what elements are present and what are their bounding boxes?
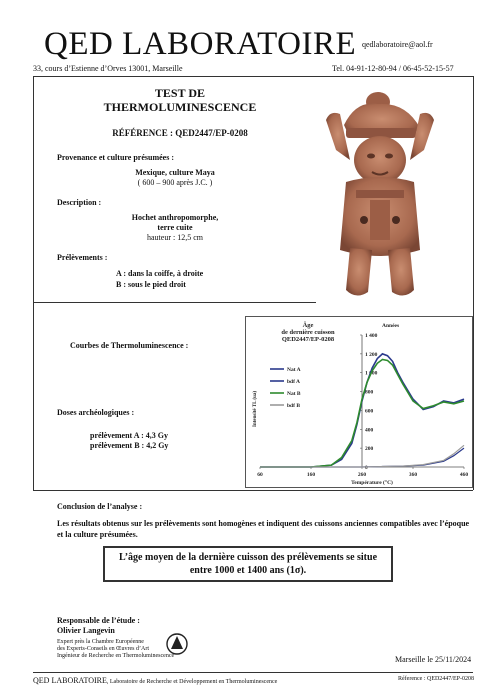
y-tick-label: 400 — [365, 427, 374, 434]
prelevements-label: Prélèvements : — [57, 253, 108, 262]
chart-title: Âge — [302, 322, 314, 329]
description-line2: terre cuite — [157, 223, 193, 232]
credential-2: des Experts-Conseils en Œuvres d’Art — [57, 646, 149, 652]
lab-email: qedlaboratoire@aol.fr — [362, 40, 433, 49]
x-tick-label: 160 — [306, 472, 316, 478]
section-divider-2 — [33, 490, 473, 491]
artifact-photo — [316, 80, 464, 310]
footer-divider — [33, 672, 473, 673]
footer-lab: QED LABORATOIRE, Laboratoire de Recherche et Développement en Thermoluminescence — [33, 676, 278, 685]
y-tick-label: 1 200 — [365, 351, 378, 358]
prelevement-a: A : dans la coiffe, à droite — [116, 269, 204, 278]
left-border — [33, 76, 34, 490]
document-title: TEST DE THERMOLUMINESCENCE — [103, 86, 257, 114]
doses-label: Doses archéologiques : — [57, 408, 135, 417]
right-border — [473, 76, 474, 490]
lab-address: 33, cours d’Estienne d’Orves 13001, Marseille — [33, 64, 183, 73]
legend-label: bdf B — [287, 403, 300, 409]
description-line1: Hochet anthropomorphe, — [131, 213, 219, 222]
lab-phone: Tel. 04-91-12-80-94 / 06-45-52-15-57 — [332, 64, 454, 73]
y-tick-label: 800 — [365, 389, 374, 396]
result-line2: entre 1000 et 1400 ans (1σ). — [189, 565, 307, 576]
x-tick-label: 460 — [459, 472, 469, 478]
tl-chart-frame — [245, 316, 473, 488]
section-divider — [33, 302, 316, 303]
legend-label: bdf A — [287, 379, 300, 385]
chart-title: QED2447/EP-0208 — [281, 336, 335, 343]
result-line1: L’âge moyen de la dernière cuisson des prélèvements se situe — [118, 552, 378, 563]
y-tick-label: 0 — [365, 465, 368, 471]
x-tick-label: 60 — [257, 472, 263, 478]
description-label: Description : — [57, 198, 102, 207]
legend-label: Nat A — [287, 367, 301, 373]
legend-label: Nat B — [287, 391, 301, 397]
document-reference: RÉFÉRENCE : QED2447/EP-0208 — [112, 128, 248, 138]
chart-y2-label: Années — [382, 323, 400, 329]
dose-b: prélèvement B : 4,2 Gy — [90, 441, 169, 450]
credential-3: Ingénieur de Recherche en Thermoluminescence — [57, 653, 175, 659]
document-date: Marseille le 25/11/2024 — [395, 655, 472, 664]
y-tick-label: 600 — [365, 408, 374, 415]
responsible-label: Responsable de l’étude : — [57, 616, 140, 625]
provenance-value: Mexique, culture Maya — [135, 168, 215, 177]
description-height: hauteur : 12,5 cm — [147, 233, 203, 242]
prelevement-b: B : sous le pied droit — [116, 280, 186, 289]
responsible-block — [57, 616, 174, 660]
provenance-date: ( 600 – 900 après J.C. ) — [137, 178, 213, 187]
provenance-label: Provenance et culture présumées : — [57, 153, 175, 162]
chart-y-label: Intensité TL (ua) — [253, 390, 258, 428]
y-tick-label: 1 000 — [365, 370, 378, 377]
conclusion-text: Les résultats obtenus sur les prélèvements sont homogènes et indiquent des cuissons anciennes compatibles avec l’époque et la culture présumées. — [57, 519, 470, 539]
header-divider — [33, 76, 473, 77]
x-tick-label: 260 — [357, 472, 367, 478]
footer-ref: Réference : QED2447/EP-0208 — [398, 676, 474, 682]
chart-x-label: Température (°C) — [351, 480, 393, 486]
credential-1: Expert près la Chambre Européenne — [57, 639, 144, 645]
result-box — [103, 546, 393, 582]
conclusion-label: Conclusion de l’analyse : — [57, 502, 143, 511]
y-tick-label: 200 — [365, 446, 374, 453]
x-tick-label: 360 — [408, 472, 418, 478]
lab-title: QED LABORATOIRE — [44, 26, 357, 62]
expert-logo-icon — [166, 631, 188, 657]
courbes-label: Courbes de Thermoluminescence : — [70, 341, 189, 350]
tl-chart — [246, 317, 472, 487]
responsible-name: Olivier Langevin — [57, 626, 115, 635]
y-tick-label: 1 400 — [365, 333, 378, 339]
chart-title: de dernière cuisson — [281, 329, 335, 336]
dose-a: prélèvement A : 4,3 Gy — [90, 431, 168, 440]
